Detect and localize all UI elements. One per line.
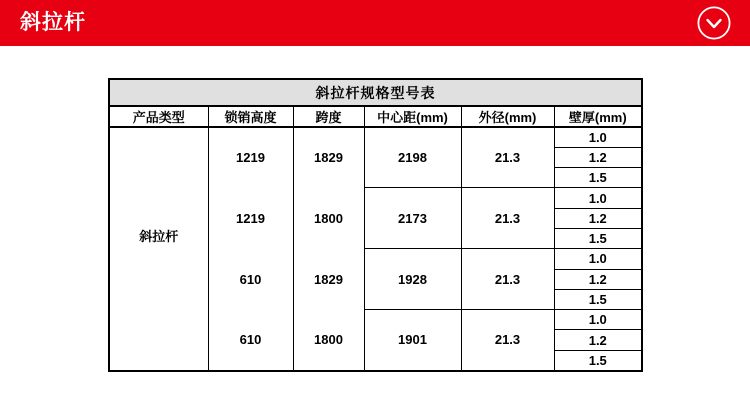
- cell-outer-diameter: 21.3: [461, 127, 554, 188]
- cell-lock-pin-height: 1219: [208, 127, 293, 188]
- col-header-outer-diameter: 外径(mm): [461, 106, 554, 127]
- cell-product-type: 斜拉杆: [109, 127, 208, 371]
- col-header-product-type: 产品类型: [109, 106, 208, 127]
- app-header: [0, 0, 750, 46]
- cell-span: 1800: [293, 188, 364, 249]
- cell-span: 1829: [293, 249, 364, 310]
- cell-wall-thickness: 1.5: [554, 168, 642, 188]
- cell-wall-thickness: 1.5: [554, 289, 642, 309]
- cell-lock-pin-height: 610: [208, 310, 293, 371]
- cell-lock-pin-height: 610: [208, 249, 293, 310]
- col-header-center-distance: 中心距(mm): [364, 106, 461, 127]
- cell-outer-diameter: 21.3: [461, 249, 554, 310]
- cell-center-distance: 2198: [364, 127, 461, 188]
- cell-wall-thickness: 1.2: [554, 147, 642, 167]
- cell-wall-thickness: 1.0: [554, 249, 642, 269]
- cell-wall-thickness: 1.0: [554, 188, 642, 208]
- cell-outer-diameter: 21.3: [461, 310, 554, 371]
- cell-wall-thickness: 1.2: [554, 269, 642, 289]
- collapse-button[interactable]: [697, 6, 731, 40]
- col-header-span: 跨度: [293, 106, 364, 127]
- page-title: 斜拉杆: [20, 11, 86, 34]
- cell-center-distance: 1928: [364, 249, 461, 310]
- col-header-wall-thickness: 壁厚(mm): [554, 106, 642, 127]
- cell-wall-thickness: 1.0: [554, 310, 642, 330]
- cell-lock-pin-height: 1219: [208, 188, 293, 249]
- table-title: 斜拉杆规格型号表: [109, 79, 642, 106]
- chevron-down-icon: [697, 6, 731, 40]
- cell-outer-diameter: 21.3: [461, 188, 554, 249]
- cell-wall-thickness: 1.5: [554, 228, 642, 248]
- cell-span: 1829: [293, 127, 364, 188]
- cell-wall-thickness: 1.2: [554, 330, 642, 350]
- cell-wall-thickness: 1.5: [554, 350, 642, 370]
- spec-table-container: [108, 78, 643, 372]
- cell-wall-thickness: 1.2: [554, 208, 642, 228]
- spec-table: [108, 78, 643, 372]
- cell-center-distance: 1901: [364, 310, 461, 371]
- cell-center-distance: 2173: [364, 188, 461, 249]
- cell-wall-thickness: 1.0: [554, 127, 642, 147]
- col-header-lock-pin-height: 锁销高度: [208, 106, 293, 127]
- cell-span: 1800: [293, 310, 364, 371]
